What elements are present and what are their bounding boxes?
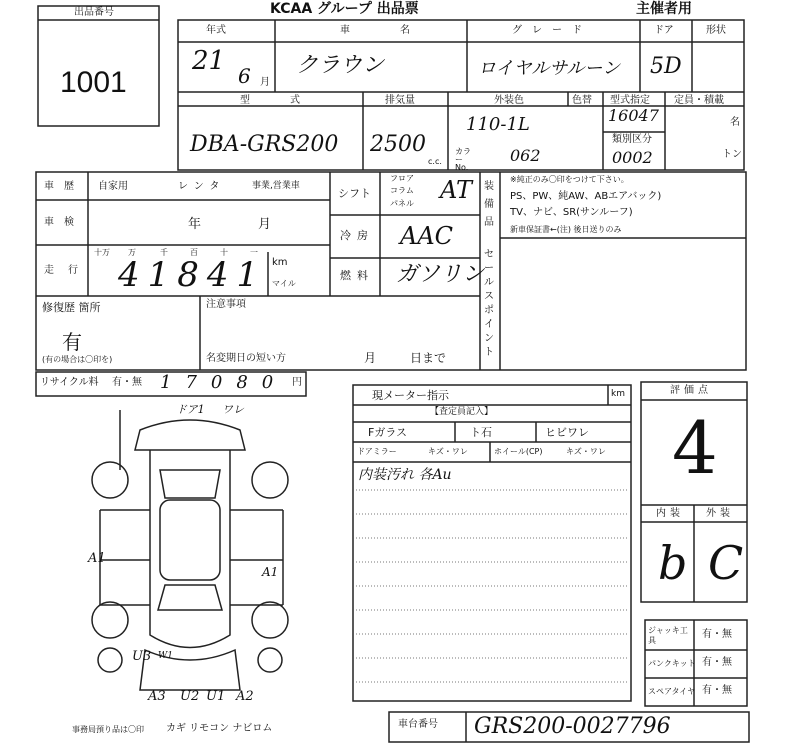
mileage-unit-100k: 十万 [94,248,110,257]
shift-label: シフト [338,187,371,200]
diagram-u2: U2 [180,689,200,704]
year-label: 年式 [206,25,226,36]
inspector-title: 【査定員記入】 [430,407,494,417]
fuel-label: 燃料 [340,269,374,282]
mileage-unit-1: 一 [250,248,258,257]
score-value: 4 [672,406,718,490]
seats-label: 形状 [706,25,726,36]
diagram-a2: A2 [236,689,254,704]
equipment-label: 装備品 [484,181,494,228]
jack-label: ジャッキ工具 [648,626,688,645]
inspection-year: 年 [188,217,202,232]
repair-note: (有の場合は〇印を) [42,355,113,364]
spare-label: スペアタイヤ [648,687,696,696]
shift-value: AT [440,176,473,204]
inspector-mirror-damage: キズ・ワレ [428,447,468,456]
cc-unit: c.c. [428,157,442,166]
mileage-value: 41841 [118,255,267,295]
diagram-top-right: ワレ [222,403,244,416]
persons-unit: 名 [730,117,740,128]
door-value: 5D [650,54,682,79]
mileage-unit-10: 十 [220,248,228,257]
inspection-month: 月 [258,217,272,232]
displacement-label: 排気量 [385,95,415,106]
lot-number: 1001 [60,66,127,99]
score-label: 評価点 [670,385,712,396]
shift-column: コラム [390,186,414,195]
mileage-unit-1k: 千 [160,248,168,257]
category-value: 0002 [612,148,653,167]
recycle-yen: 円 [292,377,302,388]
equipment-line2: TV、ナビ、SR(サンルーフ) [510,207,633,218]
chassis-value: GRS200-0027796 [474,714,671,739]
puncture-label: パンクキット [648,659,696,668]
inspector-stone: ト石 [470,426,492,439]
interior-label: 内装 [656,508,684,519]
diagram-mid-mark: A1 [262,565,279,579]
equipment-warranty: 新車保証書←(注) 後日送りのみ [510,225,622,234]
usage-rental: レンタ [178,181,226,192]
recycle-amount: 17080 [160,372,288,393]
type-designation-label: 型式指定 [610,95,650,106]
inspector-wheel: ホイール(CP) [494,447,543,456]
color-code-value: 062 [510,146,541,165]
equipment-note: ※純正のみ〇印をつけて下さい。 [510,175,629,184]
car-diagram [92,410,288,690]
mileage-km: km [272,257,288,268]
exterior-value: C [708,536,744,590]
capacity-label: 定員・積載 [674,95,724,106]
usage-private: 自家用 [98,181,128,192]
interior-value: b [658,536,688,590]
color-code-label: カラーNo. [455,147,471,172]
inspector-fglass: Fガラス [368,426,407,439]
model-label: 型式 [240,95,340,106]
mileage-unit-10k: 万 [128,248,136,257]
color-label: 外装色 [494,95,524,106]
name-value: クラウン [296,53,385,78]
inspector-comment: 内装汚れ 各Au [358,467,452,483]
equipment-line1: PS、PW、純AW、ABエアバック) [510,191,662,202]
notes-month: 月 [364,351,377,365]
tons-unit: トン [722,149,742,160]
aircon-label: 冷房 [340,229,374,242]
usage-label: 車歴 [44,181,84,192]
month-value: 6 [238,64,251,88]
shift-panel: パネル [390,199,414,208]
office-note: 事務局預り品は〇印 [72,725,144,734]
door-label: ドア [654,25,674,36]
keys-list: カギ リモコン ナビロム [166,723,273,734]
chassis-label: 車台番号 [398,719,438,730]
group-title: KCAA グループ 出品票 [270,1,419,17]
recycle-label: リサイクル料 [40,377,99,388]
lot-label: 出品番号 [74,7,114,18]
fuel-value: ガソリン [396,262,485,287]
displacement-value: 2500 [370,132,426,157]
aircon-value: AAC [400,222,454,250]
spare-value: 有・無 [702,685,732,696]
sales-point-label: セールスポイント [484,249,494,358]
color-change-label: 色替 [572,95,592,106]
repair-label: 修復歴 箇所 [42,301,101,314]
mileage-label: 走行 [44,265,92,276]
diagram-top-left: ドア1 [176,403,205,416]
organizer-label: 主催者用 [636,1,692,17]
diagram-left-mark: A1 [88,551,106,566]
meter-km: km [611,389,625,399]
usage-business: 事業,営業車 [252,181,300,191]
repair-value: 有 [62,330,82,354]
notes-label: 注意事項 [206,299,246,310]
month-suffix: 月 [260,77,270,88]
name-label: 車名 [340,25,460,36]
inspection-label: 車検 [44,217,84,228]
inspector-wheel-damage: キズ・ワレ [566,447,606,456]
notes-day: 日まで [410,351,447,365]
shift-floor: フロア [390,174,414,183]
grade-value: ロイヤルサルーン [478,58,621,79]
diagram-u3: U3 [132,649,152,664]
diagram-a3: A3 [148,689,166,704]
jack-value: 有・無 [702,629,732,640]
recycle-choice: 有・無 [112,377,142,388]
meter-label: 現メーター指示 [372,389,449,402]
diagram-u1: U1 [206,689,226,704]
diagram-w1: W1 [158,651,173,661]
color-value: 110-1L [466,114,530,135]
mileage-unit-100: 百 [190,248,198,257]
mileage-mile: マイル [272,279,296,288]
category-label: 類別区分 [612,134,652,145]
model-value: DBA-GRS200 [190,132,339,157]
grade-label: グレード [512,25,592,36]
puncture-value: 有・無 [702,657,732,668]
short-name-label: 名変期日の短い方 [206,353,286,364]
inspector-crack: ヒビワレ [545,426,589,439]
inspector-mirror: ドアミラー [357,447,397,456]
exterior-label: 外装 [706,508,734,519]
type-designation-value: 16047 [608,106,659,125]
year-value: 21 [192,46,226,76]
